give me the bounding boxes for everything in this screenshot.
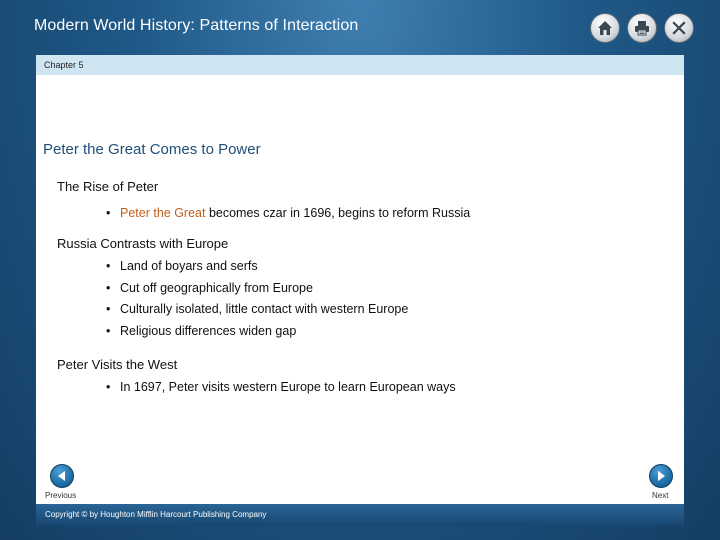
arrow-left-icon (56, 470, 68, 482)
bullet-text: In 1697, Peter visits western Europe to learn European ways (120, 380, 456, 394)
top-nav-buttons (590, 13, 694, 43)
slide-heading: Peter the Great Comes to Power (43, 141, 261, 158)
section-title-contrasts: Russia Contrasts with Europe (57, 236, 229, 251)
chapter-bar (36, 55, 684, 75)
next-label[interactable]: Next (652, 491, 669, 500)
chapter-label: Chapter 5 (44, 60, 84, 70)
list-item: • Religious differences widen gap (106, 324, 297, 339)
list-item: • In 1697, Peter visits western Europe to learn European ways (106, 380, 456, 394)
previous-button[interactable] (50, 464, 74, 488)
highlight-term: Peter the Great (120, 206, 206, 220)
home-button[interactable] (590, 13, 620, 43)
previous-label[interactable]: Previous (45, 491, 77, 500)
footer-bar (36, 504, 684, 526)
close-icon (671, 20, 687, 36)
bullet-text: becomes czar in 1696, begins to reform Russia (205, 206, 471, 220)
home-icon (597, 20, 613, 36)
print-button[interactable] (627, 13, 657, 43)
exit-button[interactable] (664, 13, 694, 43)
bullet-text: Land of boyars and serfs (120, 259, 258, 273)
list-item: • Land of boyars and serfs (106, 259, 258, 273)
list-item: • Cut off geographically from Europe (106, 280, 313, 295)
presentation-title: Modern World History: Patterns of Interaction (34, 17, 359, 34)
bullet-text: Religious differences widen gap (120, 324, 297, 339)
next-button[interactable] (649, 464, 673, 488)
section-title-rise: The Rise of Peter (57, 179, 159, 194)
bullet-list-contrasts (106, 256, 408, 343)
arrow-right-icon (655, 470, 667, 482)
copyright-text: Copyright © by Houghton Mifflin Harcourt Publishing Company (45, 510, 267, 519)
slide-content (36, 75, 684, 504)
bullet-text: Culturally isolated, little contact with western Europe (120, 302, 409, 317)
list-item: • Peter the Great becomes czar in 1696, begins to reform Russia (106, 206, 471, 220)
section-title-visits: Peter Visits the West (57, 357, 178, 372)
list-item: • Culturally isolated, little contact with western Europe (106, 302, 409, 317)
bullet-list-rise (106, 203, 470, 225)
bullet-list-visits (106, 377, 456, 399)
print-icon (634, 20, 650, 36)
bullet-text: Cut off geographically from Europe (120, 280, 313, 295)
